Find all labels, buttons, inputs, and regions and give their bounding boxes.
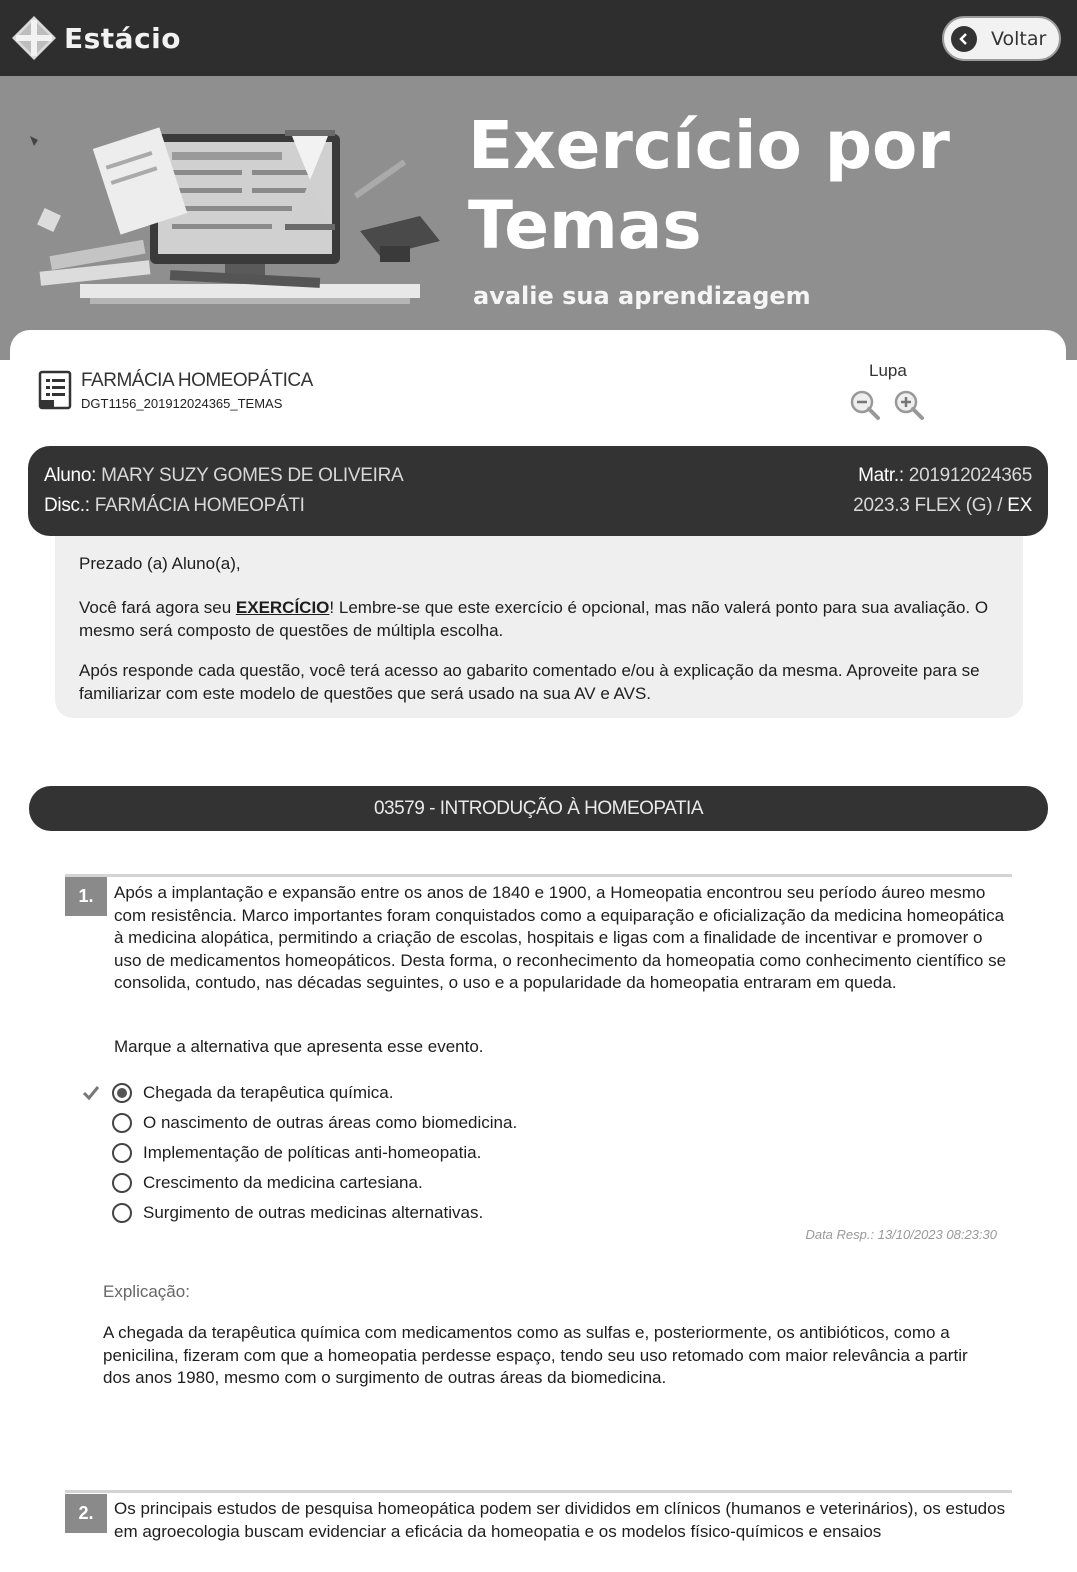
question-2-text: Os principais estudos de pesquisa homeopática podem ser divididos em clínicos (humanos e veterinários), os estudos em agroecologia buscam evidenciar a eficácia da homeopatia e os modelos físico-químicos e ensaios: [114, 1499, 1006, 1541]
explanation-text: A chegada da terapêutica química com medicamentos como as sulfas e, posteriormente, os antibióticos, como a penicilina, fizeram com que a homeopatia perdesse espaço, tendo seu uso retomado com maior relevância a partir dos anos 1980, mesmo com o surgimento de outras áreas da biomedicina.: [103, 1323, 968, 1387]
radio-unselected[interactable]: [112, 1173, 132, 1193]
magnifier-label: Lupa: [869, 361, 907, 380]
notice-box: [55, 536, 1023, 718]
notice-p1-after: ! Lembre-se que este exercício é opcional, mas não valerá ponto para sua avaliação. O mesmo será composto de questões de múltipla escolha.: [79, 598, 989, 640]
banner-subtitle: avalie sua aprendizagem: [473, 282, 811, 310]
chevron-left-icon: [951, 26, 977, 52]
question-1-option-2[interactable]: [112, 1111, 517, 1135]
student-line: [44, 465, 403, 487]
exercise-list-icon: [38, 370, 72, 410]
period-line: [853, 495, 1032, 517]
section-header: [29, 786, 1048, 831]
explanation-label: Explicação:: [103, 1282, 190, 1301]
back-button-label: Voltar: [991, 27, 1047, 50]
notice-p1-emphasis: EXERCÍCIO: [235, 598, 330, 617]
option-label: O nascimento de outras áreas como biomedicina.: [143, 1113, 518, 1132]
notice-greeting: Prezado (a) Aluno(a),: [79, 554, 241, 573]
matricula-value: 201912024365: [908, 465, 1032, 486]
period-value: 2023.3 FLEX (G) /: [853, 495, 1003, 516]
question-1-prompt: Marque a alternativa que apresenta esse evento.: [114, 1037, 484, 1056]
banner-title: [468, 106, 950, 266]
option-label: Implementação de políticas anti-homeopatia.: [143, 1143, 482, 1162]
radio-selected[interactable]: [112, 1083, 132, 1103]
logo-text: Estácio: [64, 21, 182, 55]
back-button[interactable]: [942, 16, 1061, 61]
question-1-option-5[interactable]: [112, 1201, 483, 1225]
question-1-option-4[interactable]: [112, 1171, 423, 1195]
radio-unselected[interactable]: [112, 1113, 132, 1133]
question-1-text: Após a implantação e expansão entre os anos de 1840 e 1900, a Homeopatia encontrou seu período áureo mesmo com resistência. Marco importantes foram conquistados como a equiparação e oficialização da medicina homeopática à medicina alopática, permitindo a criação de escolas, hospitais e ligas com a finalidade de incentivar e promover o uso de medicamentos homeopáticos. Desta forma, o reconhecimento da homeopatia como conhecimento científico se consolida, contudo, nas décadas seguintes, o uso e a popularidade da homeopatia entraram em queda.: [114, 883, 1007, 992]
response-date: Data Resp.: 13/10/2023 08:23:30: [805, 1227, 997, 1242]
student-label: Aluno:: [44, 465, 97, 486]
top-bar: [0, 0, 1077, 76]
radio-unselected[interactable]: [112, 1203, 132, 1223]
zoom-out-icon[interactable]: [849, 389, 881, 421]
option-label: Chegada da terapêutica química.: [143, 1083, 394, 1102]
radio-unselected[interactable]: [112, 1143, 132, 1163]
matricula-label: Matr.:: [858, 465, 904, 486]
discipline-label: Disc.:: [44, 495, 90, 516]
banner-title-line-1: Exercício por: [468, 107, 950, 184]
discipline-line: [44, 495, 305, 517]
banner: [0, 76, 1077, 360]
question-1-divider: [65, 874, 1012, 877]
student-info-bar: [28, 446, 1048, 536]
option-label: Crescimento da medicina cartesiana.: [143, 1173, 423, 1192]
study-illustration: [20, 116, 450, 316]
exercise-type: EX: [1007, 495, 1032, 516]
student-name: MARY SUZY GOMES DE OLIVEIRA: [101, 465, 404, 486]
question-2-number: 2.: [65, 1494, 107, 1533]
notice-p1-before: Você fará agora seu: [79, 598, 236, 617]
estacio-logo[interactable]: [10, 14, 181, 62]
question-1-option-3[interactable]: [112, 1141, 481, 1165]
course-code: DGT1156_201912024365_TEMAS: [81, 396, 283, 411]
notice-paragraph-1: [79, 596, 999, 642]
notice-paragraph-2: Após responde cada questão, você terá acesso ao gabarito comentado e/ou à explicação da mesma. Aproveite para se familiarizar com este modelo de questões que será usado na sua AV e AVS.: [79, 661, 980, 703]
correct-answer-check-icon: [82, 1085, 100, 1101]
discipline-name: FARMÁCIA HOMEOPÁTI: [94, 495, 305, 516]
course-name: FARMÁCIA HOMEOPÁTICA: [81, 370, 313, 391]
question-2-divider: [65, 1490, 1012, 1493]
banner-title-line-2: Temas: [468, 187, 702, 264]
matricula-line: [858, 465, 1032, 487]
section-title: 03579 - INTRODUÇÃO À HOMEOPATIA: [373, 797, 704, 819]
estacio-logo-icon: [10, 14, 58, 62]
question-1-number: 1.: [65, 877, 107, 916]
question-1-option-1[interactable]: [112, 1081, 393, 1105]
zoom-in-icon[interactable]: [893, 389, 925, 421]
option-label: Surgimento de outras medicinas alternativas.: [143, 1203, 484, 1222]
